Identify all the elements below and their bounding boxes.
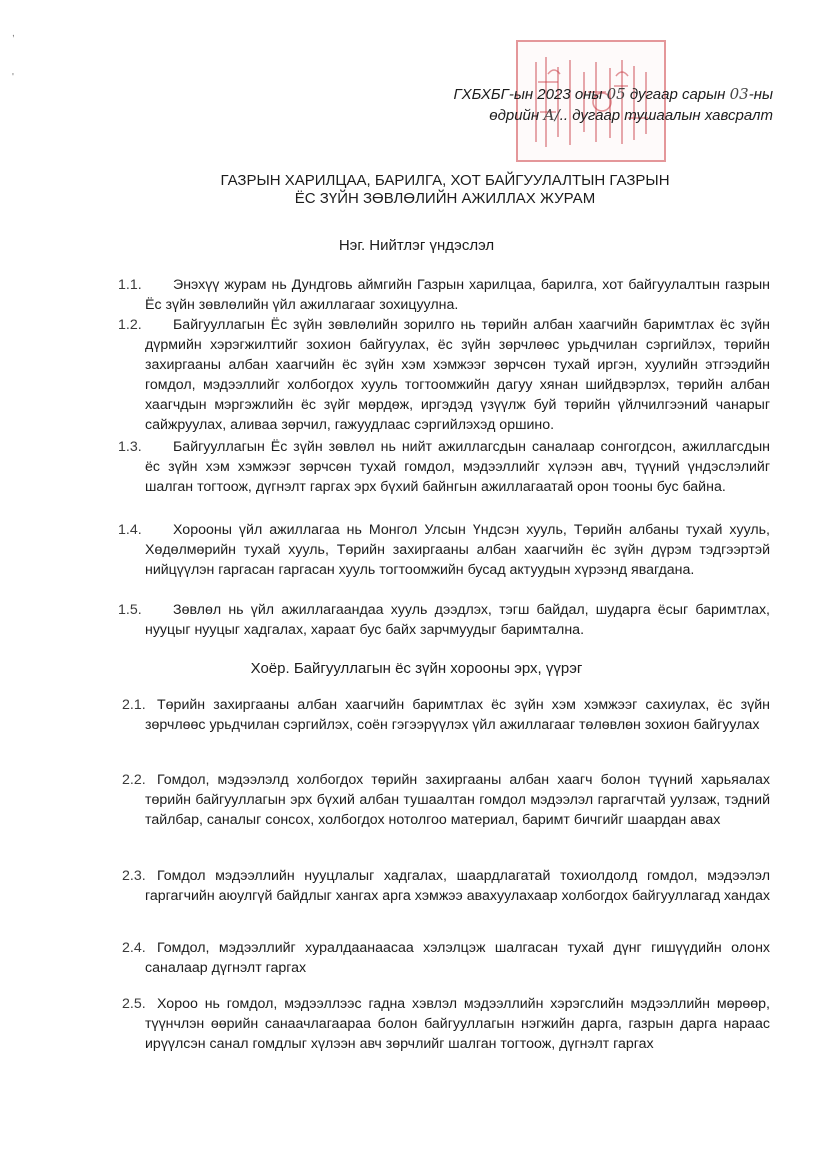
item-number: 1.4. [118, 522, 142, 538]
paragraph: Хороо нь гомдол, мэдээллээс гадна хэвлэл мэдээллийн хэрэгслийн мэдээллийн мөрөөр, түүнчлэн өөрийн санаачлагаараа болон байгууллагын нэгжийн дарга, газрын дарга нараас ирүүлсэн санал гомдлыг хүлээн авч зөрчлийг шалган тогтоож, дүгнэлт гаргах [145, 996, 770, 1052]
handwritten-day: 03 [729, 85, 749, 103]
item-number: 2.4. [122, 940, 146, 956]
paragraph: Гомдол, мэдээлэлд холбогдох төрийн захиргааны албан хаагч болон түүний харьяалах төрийн байгууллагын эрх бүхий албан тушаалтан гомдол мэдээлэл гаргагчтай уулзаж, тэдний тайлбар, саналыг сонсох, холбогдох нотолгоо материал, баримт бичгийг шаардан авах [145, 772, 770, 828]
section-heading-1: Нэг. Нийтлэг үндэслэл [338, 237, 495, 254]
handwritten-order-number: А/ [543, 106, 560, 124]
paragraph: Гомдол, мэдээллийг хуралдаанаасаа хэлэлцэж шалгасан тухай дүнг гишүүдийн олонх саналаар дүгнэлт гаргах [145, 940, 770, 976]
section-heading-2: Хоёр. Байгууллагын ёс зүйн хорооны эрх, үүрэг [250, 660, 583, 677]
annex-text: .. дугаар тушаалын хавсралт [559, 107, 773, 124]
title-line-2: ЁС ЗҮЙН ЗӨВЛӨЛИЙН АЖИЛЛАХ ЖУРАМ [294, 190, 596, 207]
item-number: 1.2. [118, 317, 142, 333]
annex-text: өдрийн [489, 107, 540, 124]
paragraph: Төрийн захиргааны албан хаагчийн баримтлах ёс зүйн хэм хэмжээг сахиулах, ёс зүйн зөрчлөөс урьдчилан сэргийлэх, соён гэгээрүүлэх үйл ажиллагааг төлөвлөн зохион байгуулах [145, 697, 770, 733]
paragraph: Гомдол мэдээллийн нууцлалыг хадгалах, шаардлагатай тохиолдолд гомдол, мэдээлэл гаргагчийн аюулгүй байдлыг хангах арга хэмжээ авахуулахаар холбогдох байгууллагад хандах [145, 868, 770, 904]
item-number: 1.3. [118, 439, 142, 455]
annex-line-2 [413, 105, 773, 126]
paragraph: Хорооны үйл ажиллагаа нь Монгол Улсын Үндсэн хууль, Төрийн албаны тухай хууль, Хөдөлмөрийн тухай хууль, Төрийн захиргааны албан хаагчийн ёс зүйн дүрэм тэдгээртэй нийцүүлэн гаргасан гаргасан хууль тогтоомжийн бусад актуудын хүрээнд явагдана. [145, 522, 770, 578]
item-number: 2.2. [122, 772, 146, 788]
item-number: 2.3. [122, 868, 146, 884]
annex-text: ГХБХБГ-ын 2023 оны [453, 86, 603, 103]
item-number: 2.1. [122, 697, 146, 713]
margin-mark: ' [12, 72, 14, 83]
annex-text: -ны [748, 86, 773, 103]
margin-mark: , [12, 28, 15, 39]
title-line-1: ГАЗРЫН ХАРИЛЦАА, БАРИЛГА, ХОТ БАЙГУУЛАЛТЫН ГАЗРЫН [220, 172, 670, 189]
handwritten-month: 05 [606, 85, 626, 103]
item-number: 1.5. [118, 602, 142, 618]
item-number: 2.5. [122, 996, 146, 1012]
annex-text: дугаар сарын [629, 86, 726, 103]
paragraph: Энэхүү журам нь Дундговь аймгийн Газрын харилцаа, барилга, хот байгуулалтын газрын Ёс зүйн зөвлөлийн үйл ажиллагааг зохицуулна. [145, 277, 770, 313]
paragraph: Байгууллагын Ёс зүйн зөвлөл нь нийт ажиллагсдын саналаар сонгогдсон, ажиллагсдын ёс зүйн хэм хэмжээг зөрчсөн тухай гомдол, мэдээллийг хүлээн авч, түүний үндэслэлийг шалган тогтоож, дүгнэлт гаргах эрх бүхий байнгын ажиллагаатай орон тооны бус байна. [145, 439, 770, 495]
paragraph: Зөвлөл нь үйл ажиллагаандаа хууль дээдлэх, тэгш байдал, шударга ёсыг баримтлах, нууцыг нууцыг хадгалах, хараат бус байх зарчмуудыг баримтална. [145, 602, 770, 638]
annex-note [413, 84, 773, 126]
paragraph: Байгууллагын Ёс зүйн зөвлөлийн зорилго нь төрийн албан хаагчийн баримтлах ёс зүйн дүрмийн хэрэгжилтийг зохион байгуулах, ёс зүйн зөрчлөөс урьдчилан сэргийлэх, төрийн захиргааны албан хаагчийн ёс зүйн хэм хэмжээг зөрчсөн тухай иргэн, хуулийн этгээдийн гомдол, мэдээллийг холбогдох хууль тогтоомжийн дагуу хянан шийдвэрлэх, төрийн албан хаагчдын мэргэжлийн ёс зүйг мөрдөж, иргэдэд үзүүлж буй төрийн үйлчилгээний чанарыг сайжруулах, аливаа зөрчил, гажуудлаас сэргийлэхэд оршино. [145, 317, 770, 433]
item-number: 1.1. [118, 277, 142, 293]
annex-line-1 [413, 84, 773, 105]
document-title [100, 172, 790, 208]
